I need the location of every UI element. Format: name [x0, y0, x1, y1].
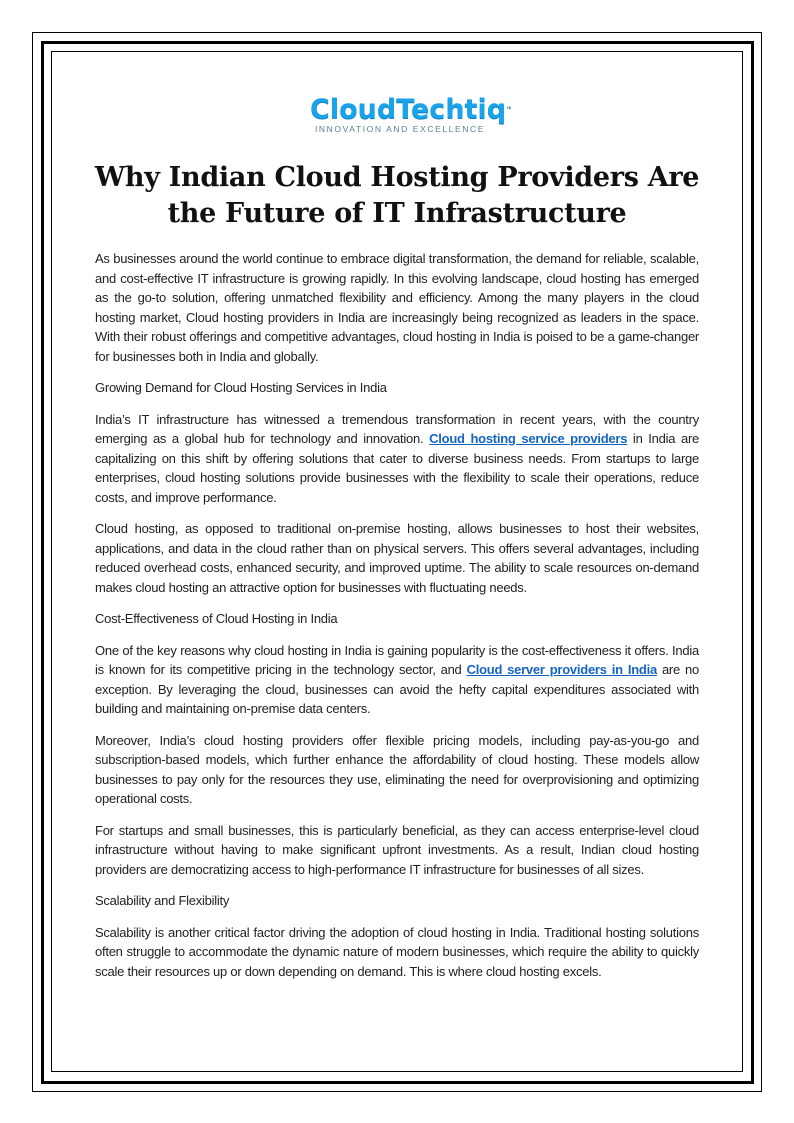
paragraph: Moreover, India’s cloud hosting providers offer flexible pricing models, including pay-as-you-go and subscription-based models, which further enhance the affordability of cloud hosting. These models allow businesses to pay only for the resources they use, eliminating the need for overprovisioning and optimizing operational costs.	[95, 732, 699, 806]
logo-name: CloudTechtiq	[310, 94, 507, 125]
trademark: ™	[506, 106, 513, 113]
paragraph: Cloud hosting, as opposed to traditional on-premise hosting, allows businesses to host their websites, applications, and data in the cloud rather than on physical servers. This offers several advantages, including reduced overhead costs, enhanced security, and improved uptime. The ability to scale resources on-demand makes cloud hosting an attractive option for businesses with fluctuating needs.	[95, 521, 699, 595]
paragraph	[95, 410, 699, 508]
paragraph: For startups and small businesses, this is particularly beneficial, as they can access enterprise-level cloud infrastructure without having to make significant upfront investments. As a result, Indian cloud hosting providers are democratizing access to high-performance IT infrastructure for businesses of all sizes.	[95, 822, 699, 877]
text: India’s IT infrastructure has witnessed a tremendous transformation in recent years, with the country emerging as a global hub for technology and innovation.	[95, 411, 699, 446]
cloud-hosting-service-providers-link[interactable]: Cloud hosting service providers	[429, 431, 628, 446]
paragraph	[95, 641, 699, 719]
text: are no exception. By leveraging the cloud, businesses can avoid the hefty capital expenditures associated with building and maintaining on-premise data centers.	[95, 662, 699, 716]
section-heading: Cost-Effectiveness of Cloud Hosting in India	[95, 611, 338, 626]
section-heading: Growing Demand for Cloud Hosting Services in India	[95, 380, 387, 395]
logo-tagline: INNOVATION AND EXCELLENCE	[314, 124, 486, 134]
text: in India are capitalizing on this shift by offering solutions that cater to diverse business needs. From startups to large enterprises, cloud hosting solutions provide businesses with the flexibility to scale their operations, reduce costs, and improve performance.	[95, 431, 700, 505]
section-heading: Scalability and Flexibility	[95, 893, 230, 908]
cloud-server-providers-link[interactable]: Cloud server providers in India	[466, 662, 657, 677]
logo	[310, 94, 513, 140]
paragraph: As businesses around the world continue to embrace digital transformation, the demand for reliable, scalable, and cost-effective IT infrastructure is growing rapidly. In this evolving landscape, cloud hosting has emerged as the go-to solution, offering unmatched flexibility and efficiency. Among the many players in the cloud hosting market, Cloud hosting providers in India are increasingly being recognized as leaders in the space. With their robust offerings and competitive advantages, cloud hosting in India is poised to be a game-changer for businesses both in India and globally.	[95, 251, 699, 364]
page-title: Why Indian Cloud Hosting Providers Are the Future of IT Infrastructure	[94, 162, 700, 229]
paragraph: Scalability is another critical factor driving the adoption of cloud hosting in India. Traditional hosting solutions often struggle to accommodate the dynamic nature of modern businesses, which require the ability to quickly scale their resources up or down depending on demand. This is where cloud hosting excels.	[95, 924, 699, 979]
article-body	[95, 249, 699, 993]
text: One of the key reasons why cloud hosting in India is gaining popularity is the cost-effectiveness it offers. India is known for its competitive pricing in the technology sector, and	[95, 642, 699, 677]
